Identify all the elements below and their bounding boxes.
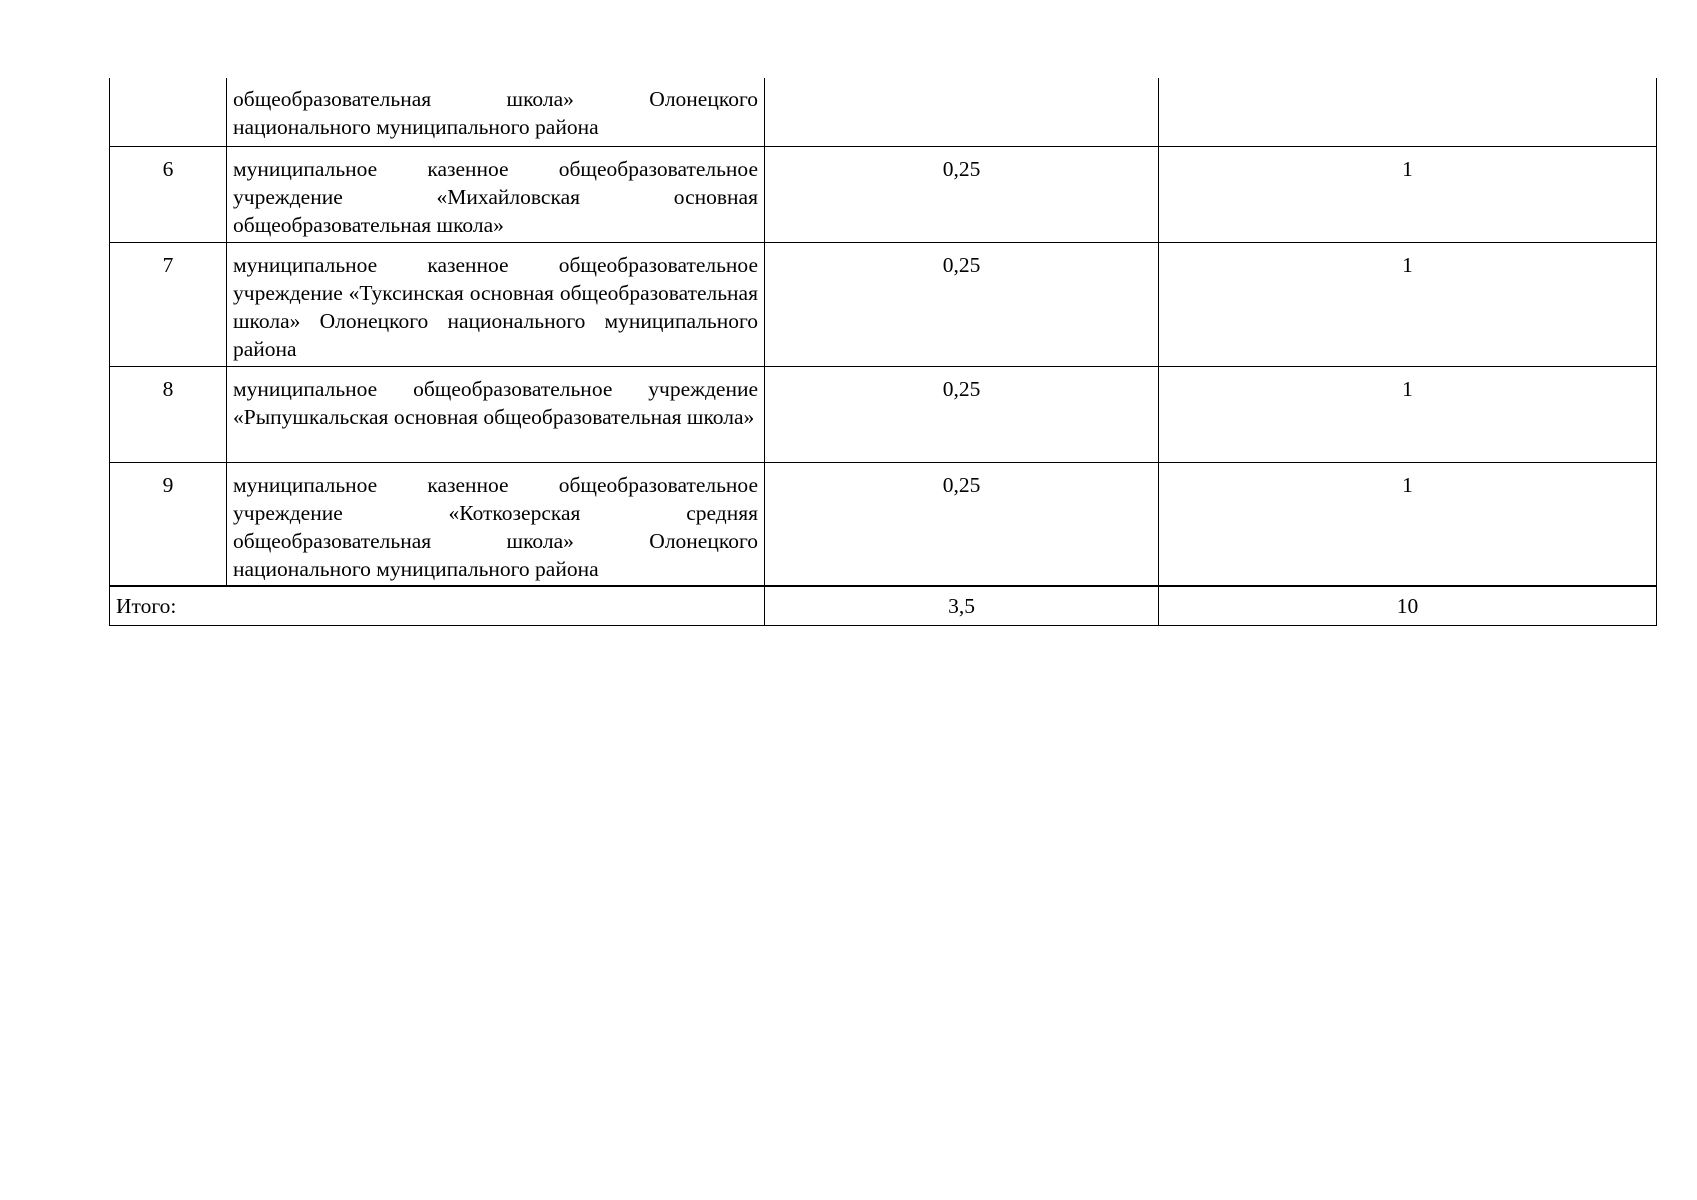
count-value [1159,78,1657,146]
total-row [110,586,1657,625]
rate-value [765,78,1159,146]
row-number: 7 [110,242,227,366]
institution-name [227,366,765,462]
row-number [110,78,227,146]
institution-name-text: муниципальное общеобразовательное учреждение «Рыпушкальская основная общеобразовательная школа» [233,376,758,429]
institution-name-text: муниципальное казенное общеобразовательное учреждение «Коткозерская средняя общеобразовательная школа» Олонецкого национального муниципального района [233,472,758,581]
institution-name [227,78,765,146]
rate-value: 0,25 [765,366,1159,462]
table-row [110,242,1657,366]
institution-name [227,462,765,586]
count-value: 1 [1159,242,1657,366]
row-number: 9 [110,462,227,586]
institution-name [227,242,765,366]
institution-name-text: муниципальное казенное общеобразовательное учреждение «Туксинская основная общеобразовательная школа» Олонецкого национального муниципального района [233,252,758,361]
total-label: Итого: [110,586,765,625]
count-value: 1 [1159,462,1657,586]
total-count-value: 10 [1159,586,1657,625]
count-value: 1 [1159,366,1657,462]
row-number: 8 [110,366,227,462]
count-value: 1 [1159,146,1657,242]
table-row [110,462,1657,586]
institution-name-text: общеобразовательная школа» Олонецкого национального муниципального района [233,87,758,139]
table-row [110,78,1657,146]
rate-value: 0,25 [765,242,1159,366]
row-number: 6 [110,146,227,242]
table-row [110,146,1657,242]
table-row [110,366,1657,462]
institution-name-text: муниципальное казенное общеобразовательное учреждение «Михайловская основная общеобразовательная школа» [233,156,758,237]
allocation-table [109,78,1657,626]
total-rate-value: 3,5 [765,586,1159,625]
institution-name [227,146,765,242]
rate-value: 0,25 [765,462,1159,586]
rate-value: 0,25 [765,146,1159,242]
